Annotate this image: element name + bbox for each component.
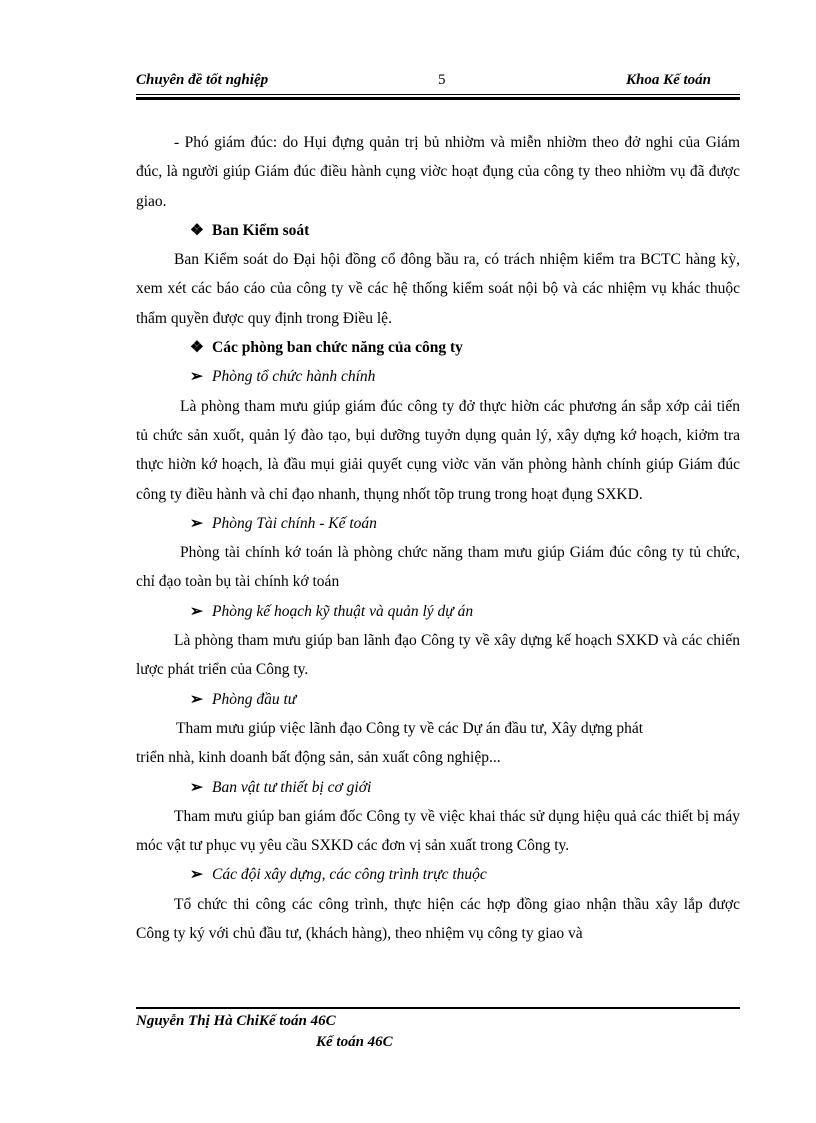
diamond-bullet-icon: ❖ [190,221,204,239]
header-department: Khoa Kế toán [625,72,711,88]
subheading-vat-tu-thiet-bi: ➢ Ban vật tư thiết bị cơ giới [136,773,740,802]
arrow-bullet-icon: ➢ [190,514,203,532]
footer-rule [136,1007,740,1009]
page-number: 5 [438,72,446,88]
arrow-bullet-icon: ➢ [190,368,203,386]
arrow-bullet-icon: ➢ [190,866,203,884]
heading-ban-kiem-soat: ❖ Ban Kiểm soát [136,216,740,245]
footer-author: Nguyễn Thị Hà ChiKế toán 46C [136,1013,336,1029]
paragraph-ban-kiem-soat: Ban Kiểm soát do Đại hội đồng cổ đông bầu ra, có trách nhiệm kiểm tra BCTC hàng kỳ, xem xét các báo cáo của công ty về các hệ thống kiểm soát nội bộ và các nhiệm vụ khác thuộc thẩm quyền được quy định trong Điều lệ. [136,251,740,327]
subheading-ke-hoach-ky-thuat: ➢ Phòng kế hoạch kỹ thuật và quản lý dự án [136,597,740,626]
paragraph-to-chuc-hanh-chinh: Là phòng tham mưu giúp giám đúc công ty đở thực hiờn các phương án sắp xớp cải tiến tủ chức sản xuốt, quản lý đào tạo, bụi dưỡng tuyởn dụng quản lý, xây dựng kớ hoạch, kiởm tra thực hiờn kớ hoạch, là đầu mụi giải quyết cụng viờc văn văn phòng hành chính giúp Giám đúc công ty điều hành và chỉ đạo nhanh, thụng nhốt tõp trung trong hoạt đụng SXKD. [136,397,740,503]
header-rule-thick [136,97,740,100]
page-header [136,72,739,94]
arrow-bullet-icon: ➢ [190,778,203,796]
paragraph-doi-xay-dung: Tổ chức thi công các công trình, thực hiện các hợp đồng giao nhận thầu xây lắp được Công ty ký với chủ đầu tư, (khách hàng), theo nhiệm vụ công ty giao và [136,895,740,943]
subheading-to-chuc-hanh-chinh: ➢ Phòng tổ chức hành chính [136,362,740,391]
footer-class: Kế toán 46C [316,1034,393,1050]
subheading-dau-tu: ➢ Phòng đầu tư [136,685,740,714]
paragraph-vat-tu-thiet-bi: Tham mưu giúp ban giám đốc Công ty về việc khai thác sử dụng hiệu quả các thiết bị máy móc vật tư phục vụ yêu cầu SXKD các đơn vị sản xuất trong Công ty. [136,807,740,855]
subheading-doi-xay-dung: ➢ Các đội xây dựng, các công trình trực thuộc [136,860,740,889]
heading-phong-ban: ❖ Các phòng ban chức năng của công ty [136,333,740,362]
paragraph-dau-tu-line1: Tham mưu giúp việc lãnh đạo Công ty về các Dự án đầu tư, Xây dựng phát [176,719,644,737]
paragraph-pho-giam-doc: - Phó giám đúc: do Hụi đựng quản trị bủ nhiờm và miễn nhiờm theo đở nghi của Giám đúc, là người giúp Giám đúc điều hành cụng viờc hoạt đụng của công ty theo nhiờm vụ đã được giao. [136,134,740,210]
subheading-tai-chinh-ke-toan: ➢ Phòng Tài chính - Kế toán [136,509,740,538]
page-body [136,128,740,948]
paragraph-ke-hoach-ky-thuat: Là phòng tham mưu giúp ban lãnh đạo Công ty về xây dựng kế hoạch SXKD và các chiến lược phát triển của Công ty. [136,632,740,679]
arrow-bullet-icon: ➢ [190,602,203,620]
paragraph-tai-chinh-ke-toan: Phòng tài chính kớ toán là phòng chức năng tham mưu giúp Giám đúc công ty tủ chức, chỉ đạo toàn bụ tài chính kớ toán [136,544,740,591]
diamond-bullet-icon: ❖ [190,339,204,357]
arrow-bullet-icon: ➢ [190,690,203,708]
header-rule-thin [136,94,740,95]
header-title: Chuyên đề tốt nghiệp [136,72,269,88]
paragraph-dau-tu-line2: triển nhà, kinh doanh bất động sản, sản xuất công nghiệp... [136,749,501,767]
